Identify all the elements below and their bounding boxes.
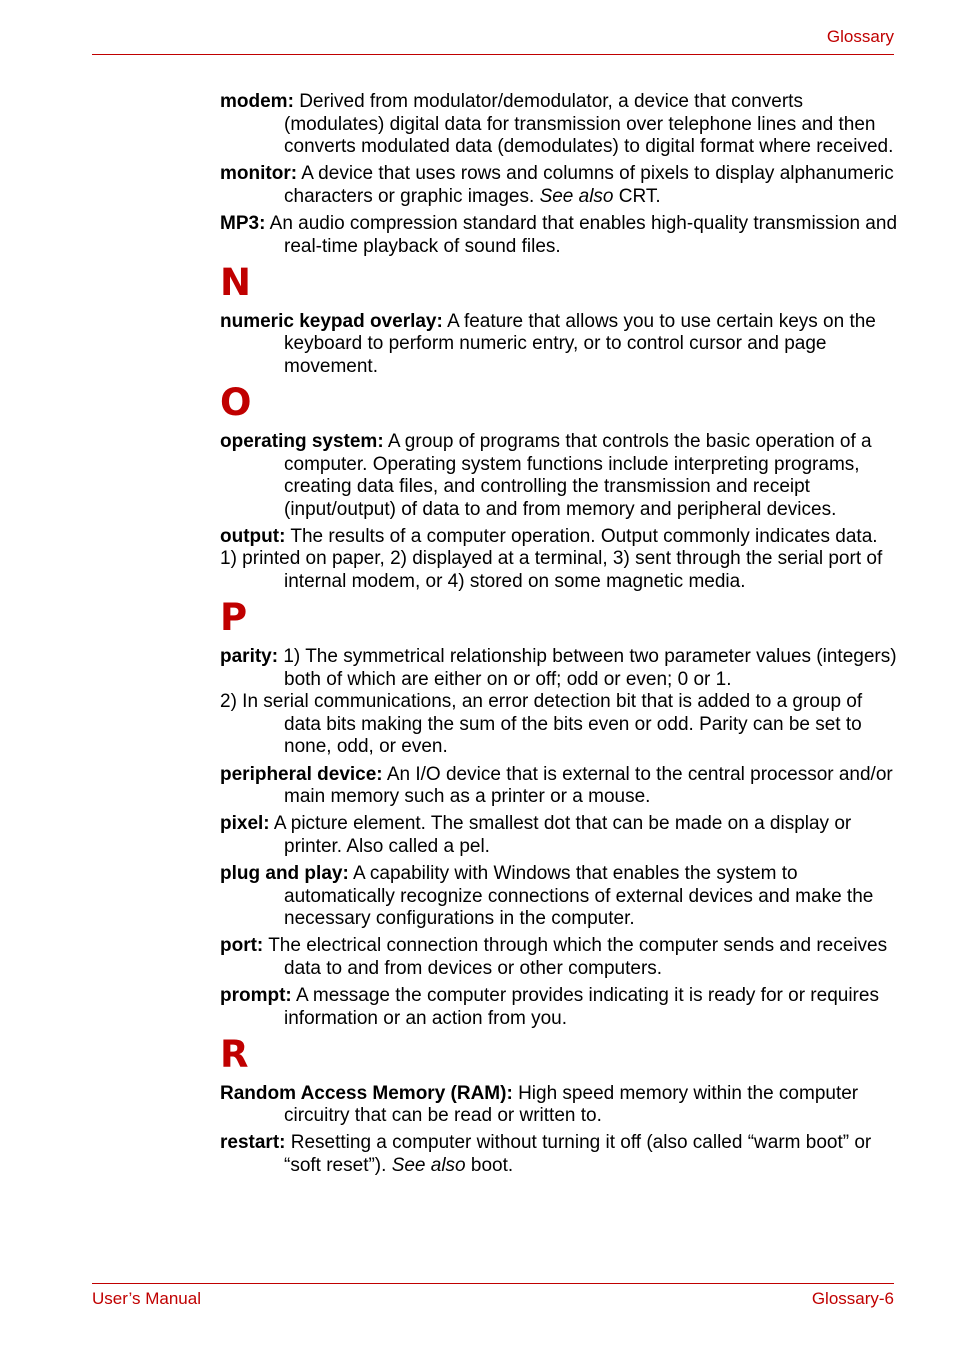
term: parity:	[220, 646, 279, 668]
entry-operating-system	[220, 431, 900, 521]
entry-parity	[220, 646, 900, 759]
section-letter-p: P	[220, 596, 248, 640]
definition-continued: 2) In serial communications, an error detection bit that is added to a group of data bits making the sum of the bits even or odd. Parity can be set to none, odd, or even.	[220, 691, 863, 758]
term: peripheral device:	[220, 763, 383, 785]
definition: 1) The symmetrical relationship between two parameter values (integers) both of which are either on or off; odd or even; 0 or 1.	[283, 646, 897, 690]
definition: A message the computer provides indicating it is ready for or requires information or an action from you.	[284, 984, 879, 1029]
term: monitor:	[220, 163, 298, 185]
term: port:	[220, 935, 264, 957]
section-letter-r: R	[220, 1032, 249, 1076]
definition: Derived from modulator/demodulator, a device that converts (modulates) digital data for transmission over telephone lines and then converts modulated data (demodulates) to digital format where received.	[284, 91, 894, 158]
header-title: Glossary	[826, 27, 894, 46]
entry-peripheral-device	[220, 764, 900, 809]
section-letter-o: O	[220, 380, 252, 424]
entry-mp3	[220, 213, 900, 258]
see-also: See also	[539, 185, 614, 207]
footer-rule	[92, 1283, 894, 1284]
entry-numeric-keypad-overlay	[220, 311, 900, 379]
entry-ram	[220, 1083, 900, 1128]
glossary-content	[220, 91, 900, 1182]
cross-reference: CRT.	[618, 185, 661, 207]
term: plug and play:	[220, 862, 349, 884]
entry-plug-and-play	[220, 863, 900, 931]
definition: The results of a computer operation. Output commonly indicates data.	[290, 525, 878, 547]
entry-modem	[220, 91, 900, 159]
entry-pixel	[220, 813, 900, 858]
definition: An audio compression standard that enables high-quality transmission and real-time playback of sound files.	[269, 212, 898, 257]
definition: A feature that allows you to use certain keys on the keyboard to perform numeric entry, or to control cursor and page movement.	[284, 310, 876, 377]
term: modem:	[220, 91, 294, 112]
term: Random Access Memory (RAM):	[220, 1082, 513, 1104]
term: MP3:	[220, 212, 266, 234]
footer-manual-title: User’s Manual	[92, 1289, 201, 1308]
entry-port	[220, 935, 900, 980]
term: pixel:	[220, 813, 270, 835]
entry-restart	[220, 1132, 900, 1177]
definition: A device that uses rows and columns of pixels to display alphanumeric characters or graphic images.	[284, 163, 894, 207]
section-letter-n: N	[220, 260, 251, 304]
term: operating system:	[220, 430, 384, 452]
definition: Resetting a computer without turning it off (also called “warm boot” or “soft reset”).	[284, 1132, 872, 1176]
term: numeric keypad overlay:	[220, 310, 443, 332]
see-also: See also	[391, 1154, 466, 1176]
definition: A picture element. The smallest dot that can be made on a display or printer. Also called a pel.	[273, 813, 852, 857]
term: output:	[220, 525, 286, 547]
entry-prompt	[220, 985, 900, 1030]
term: restart:	[220, 1132, 286, 1154]
definition: The electrical connection through which the computer sends and receives data to and from devices or other computers.	[268, 935, 888, 979]
term: prompt:	[220, 984, 292, 1006]
entry-monitor	[220, 163, 900, 208]
definition-continued: 1) printed on paper, 2) displayed at a terminal, 3) sent through the serial port of internal modem, or 4) stored on some magnetic media.	[220, 548, 883, 592]
header-rule	[92, 54, 894, 55]
definition: A capability with Windows that enables the system to automatically recognize connections of external devices and make the necessary configurations in the computer.	[284, 862, 874, 930]
cross-reference: boot.	[470, 1154, 514, 1176]
definition: High speed memory within the computer circuitry that can be read or written to.	[284, 1082, 859, 1127]
definition: A group of programs that controls the basic operation of a computer. Operating system functions include interpreting programs, creating data files, and controlling the transmission and receipt (input/output) of data to and from memory and peripheral devices.	[284, 430, 872, 520]
entry-output	[220, 526, 900, 594]
footer-page-number: Glossary-6	[811, 1289, 894, 1308]
definition: An I/O device that is external to the central processor and/or main memory such as a printer or a mouse.	[284, 763, 893, 808]
